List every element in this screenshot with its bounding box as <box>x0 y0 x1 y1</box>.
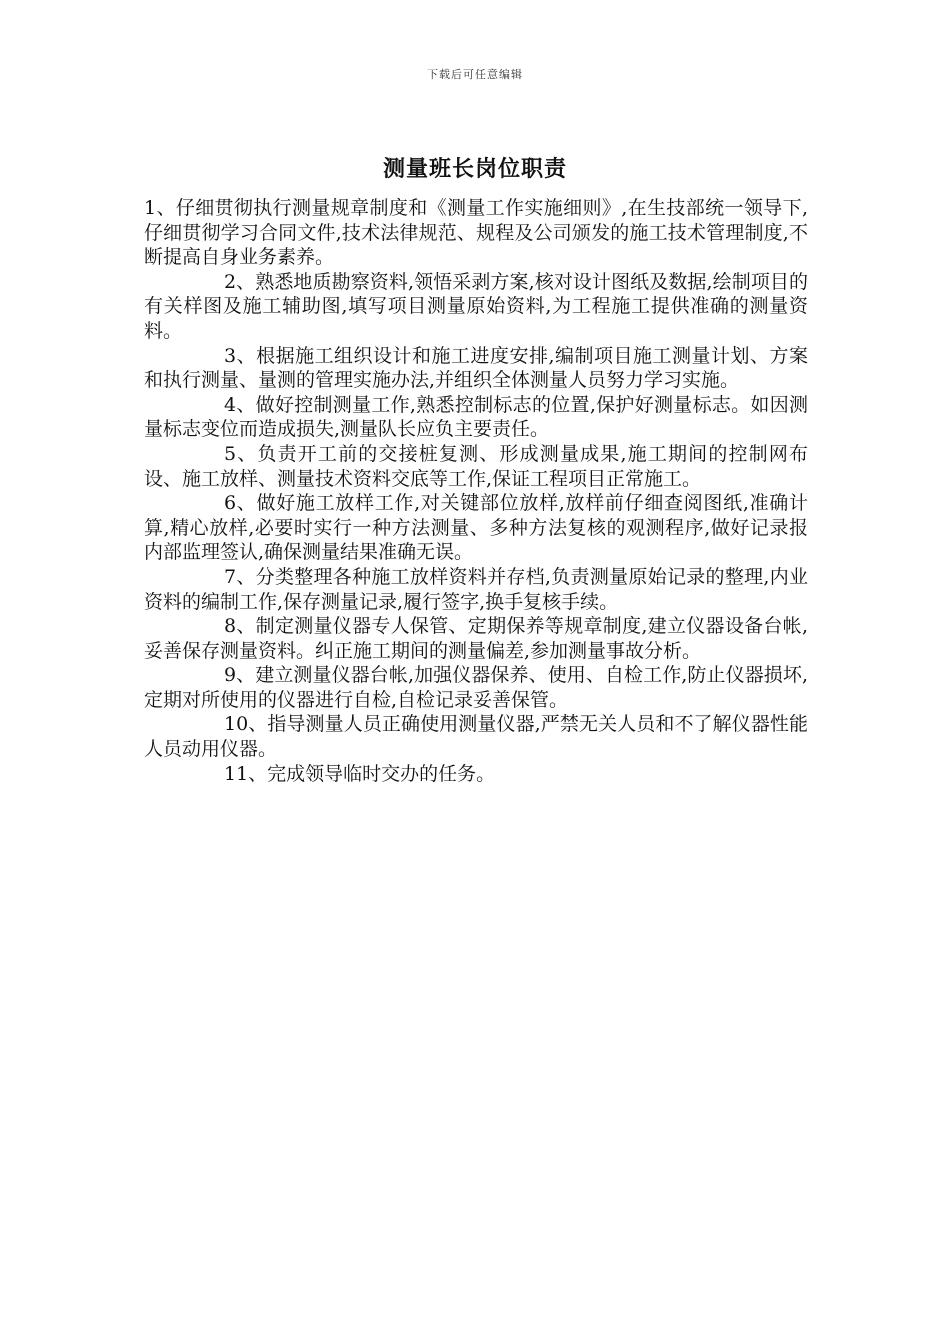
paragraph-9: 9、建立测量仪器台帐,加强仪器保养、使用、自检工作,防止仪器损坏,定期对所使用的仪器进行自检,自检记录妥善保管。 <box>144 664 808 711</box>
paragraph-11: 11、完成领导临时交办的任务。 <box>224 762 496 785</box>
paragraph-1: 1、仔细贯彻执行测量规章制度和《测量工作实施细则》,在生技部统一领导下,仔细贯彻学习合同文件,技术法律规范、规程及公司颁发的施工技术管理制度,不断提高自身业务素养。 <box>144 197 808 269</box>
paragraph-3: 3、根据施工组织设计和施工进度安排,编制项目施工测量计划、方案和执行测量、量测的管理实施办法,并组织全体测量人员努力学习实施。 <box>144 344 808 392</box>
paragraph-7: 7、分类整理各种施工放样资料并存档,负责测量原始记录的整理,内业资料的编制工作,保存测量记录,履行签字,换手复核手续。 <box>144 565 808 613</box>
paragraph-10: 10、指导测量人员正确使用测量仪器,严禁无关人员和不了解仪器性能人员动用仪器。 <box>144 713 808 761</box>
paragraph-8: 8、制定测量仪器专人保管、定期保养等规章制度,建立仪器设备台帐,妥善保存测量资料。纠正施工期间的测量偏差,参加测量事故分析。 <box>144 615 808 662</box>
document-body <box>144 196 808 786</box>
paragraph-5: 5、负责开工前的交接桩复测、形成测量成果,施工期间的控制网布设、施工放样、测量技术资料交底等工作,保证工程项目正常施工。 <box>144 442 808 490</box>
document-title: 测量班长岗位职责 <box>382 156 567 182</box>
paragraph-2: 2、熟悉地质勘察资料,领悟采剥方案,核对设计图纸及数据,绘制项目的有关样图及施工辅助图,填写项目测量原始资料,为工程施工提供准确的测量资料。 <box>144 270 808 342</box>
paragraph-4: 4、做好控制测量工作,熟悉控制标志的位置,保护好测量标志。如因测量标志变位而造成损失,测量队长应负主要责任。 <box>144 393 808 441</box>
header-note: 下载后可任意编辑 <box>427 68 523 81</box>
paragraph-6: 6、做好施工放样工作,对关键部位放样,放样前仔细查阅图纸,准确计算,精心放样,必要时实行一种方法测量、多种方法复核的观测程序,做好记录报内部监理签认,确保测量结果准确无误。 <box>144 492 808 564</box>
